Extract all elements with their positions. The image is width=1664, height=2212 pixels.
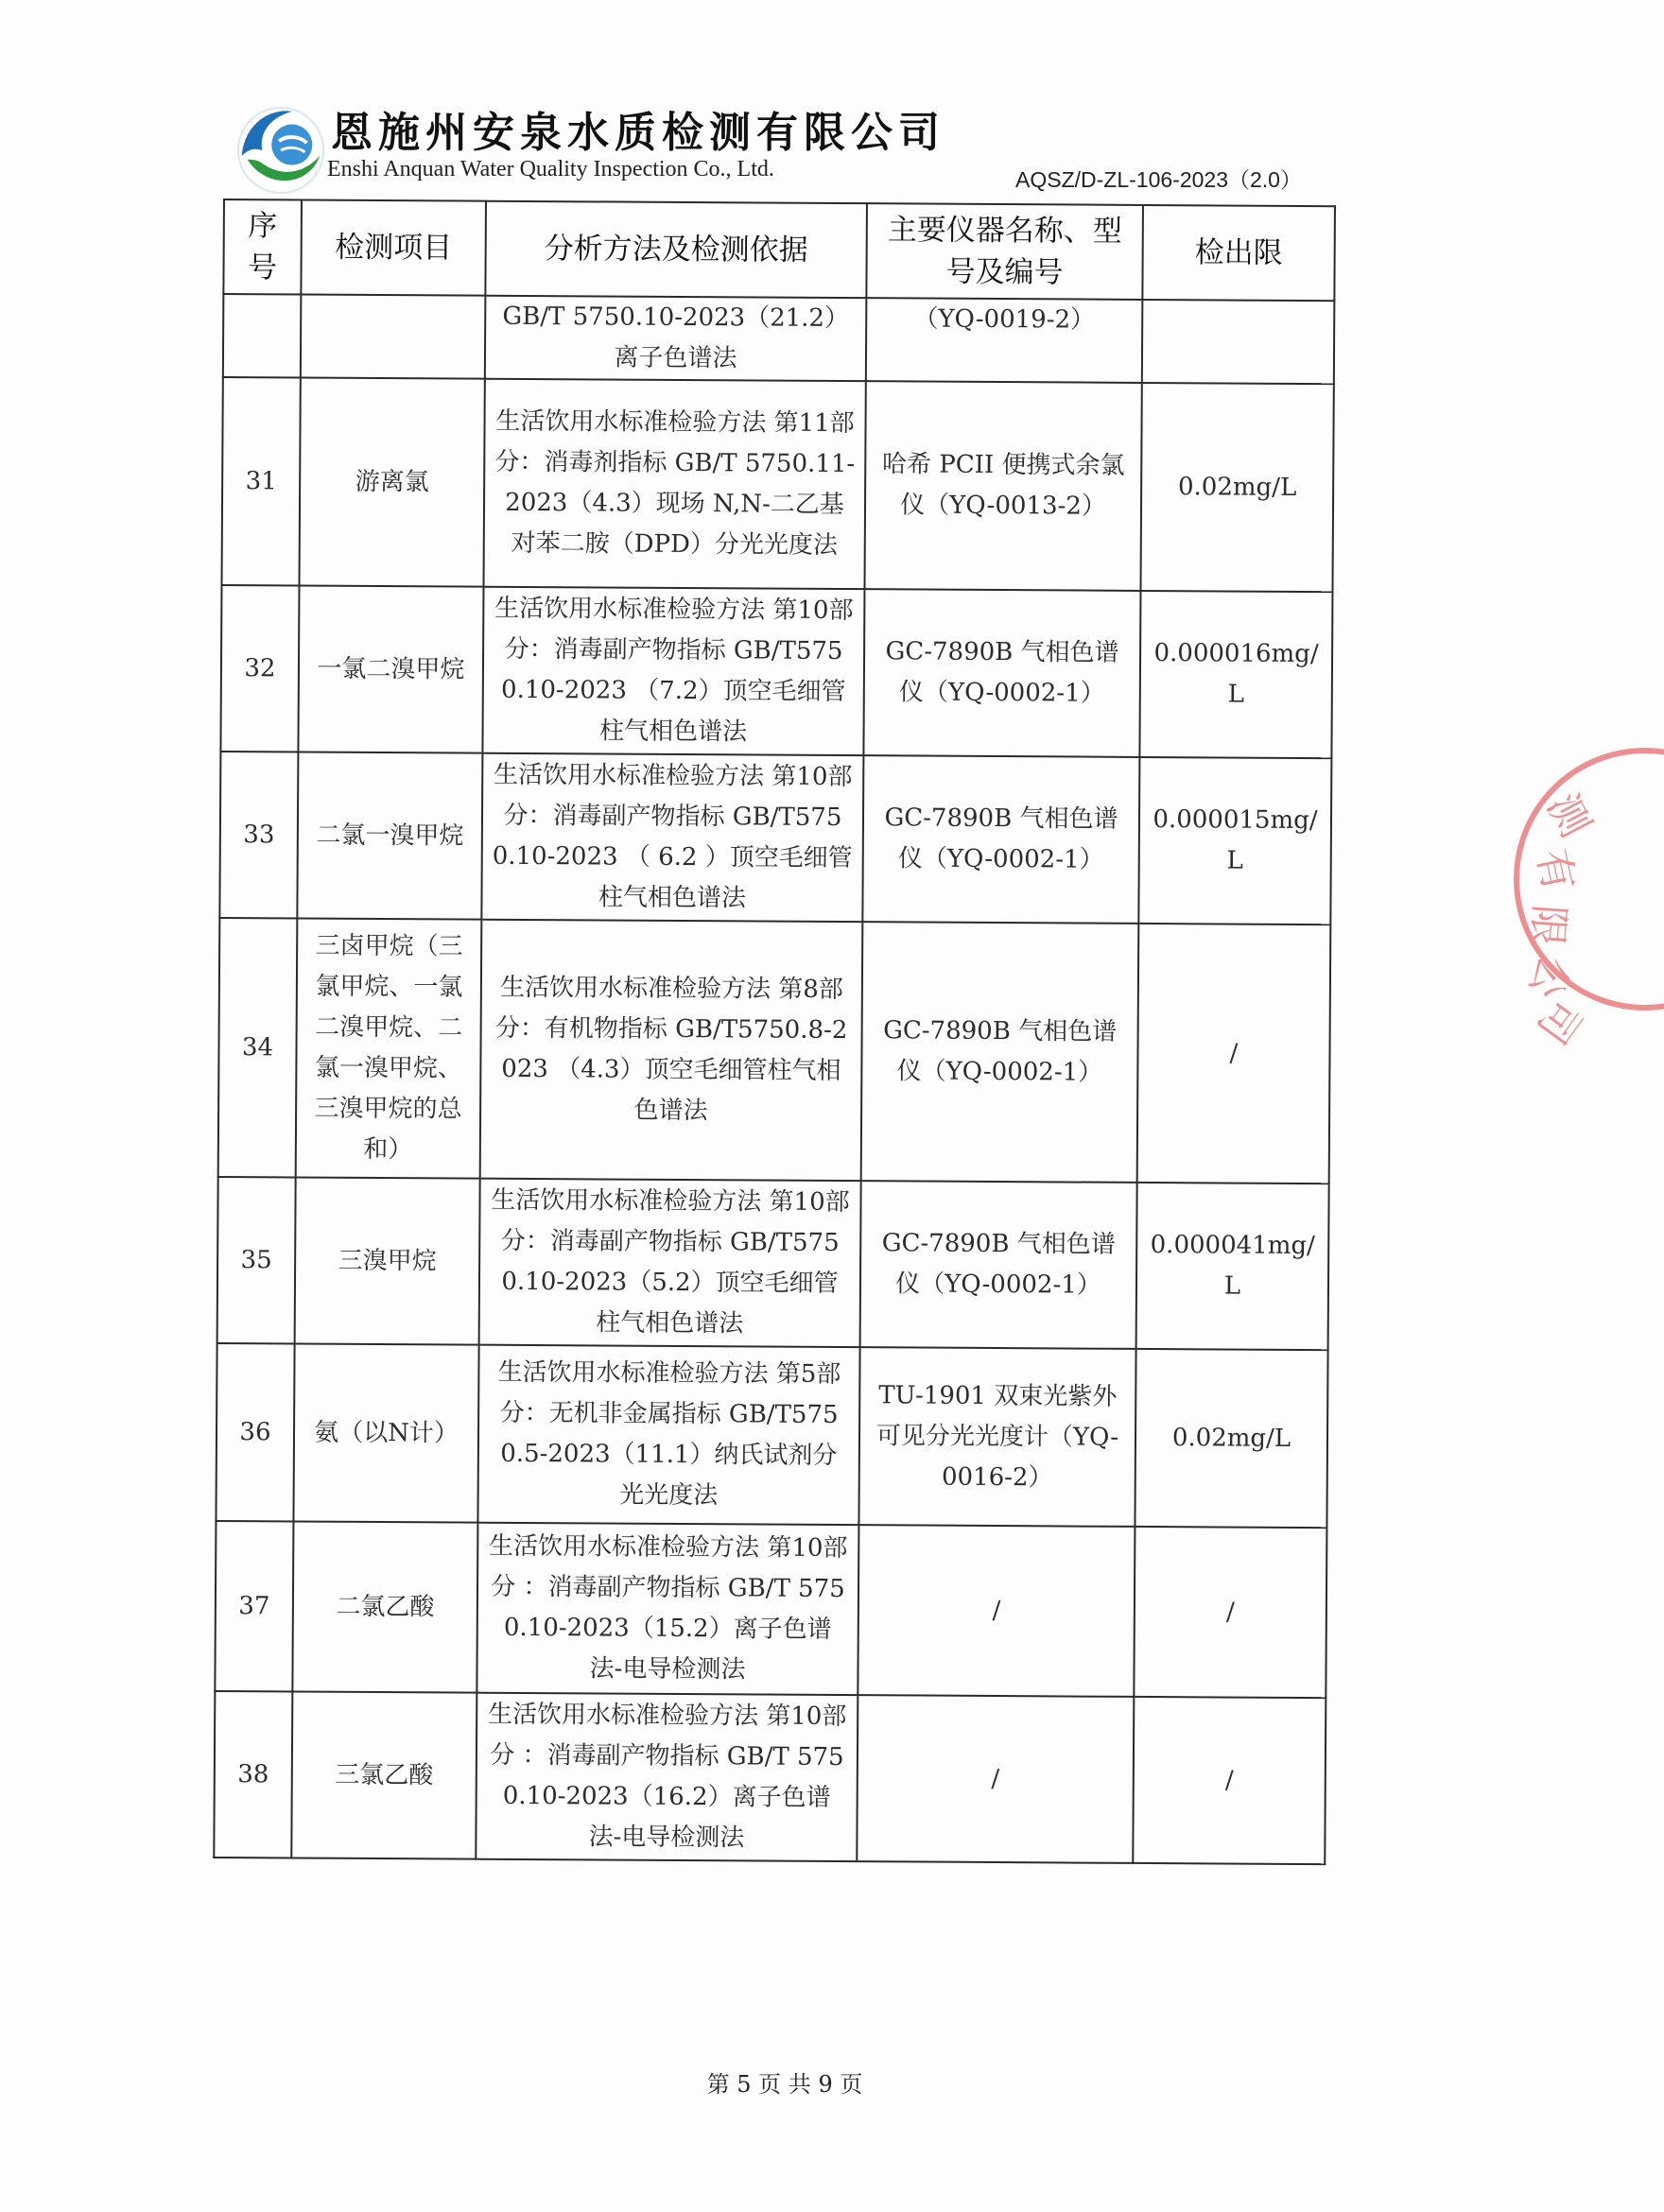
table-header-row — [223, 199, 1335, 301]
cell-method: GB/T 5750.10-2023（21.2）离子色谱法 — [485, 296, 867, 381]
cell-method: 生活饮用水标准检验方法 第5部分：无机非金属指标 GB/T5750.5-2023（11.1）纳氏试剂分光光度法 — [477, 1345, 859, 1525]
company-name-en: Enshi Anquan Water Quality Inspection Co., Ltd. — [327, 157, 774, 181]
cell-seq — [223, 294, 302, 377]
cell-seq: 38 — [214, 1691, 292, 1858]
svg-text:限: 限 — [1521, 903, 1573, 948]
header-item: 检测项目 — [301, 200, 486, 296]
cell-item: 二氯一溴甲烷 — [297, 752, 482, 919]
cell-instrument: GC-7890B 气相色谱仪（YQ-0002-1） — [863, 589, 1140, 757]
cell-item: 氨（以N计） — [293, 1343, 478, 1522]
svg-text:有: 有 — [1527, 844, 1584, 896]
header-seq: 序号 — [223, 199, 302, 294]
company-seal-stamp — [1456, 737, 1664, 1053]
cell-item: 三溴甲烷 — [295, 1177, 480, 1344]
cell-method: 生活饮用水标准检验方法 第11部分：消毒剂指标 GB/T 5750.11-2023（4.3）现场 N,N-二乙基对苯二胺（DPD）分光光度法 — [483, 379, 865, 589]
cell-limit: / — [1137, 924, 1331, 1184]
table-row — [217, 1177, 1329, 1350]
cell-seq: 35 — [217, 1177, 296, 1343]
table-row — [216, 1343, 1327, 1528]
cell-seq: 33 — [219, 752, 298, 918]
cell-item: 一氯二溴甲烷 — [298, 585, 483, 752]
cell-method: 生活饮用水标准检验方法 第8部分：有机物指标 GB/T5750.8-2023 （4.3）顶空毛细管柱气相色谱法 — [480, 920, 863, 1181]
cell-method: 生活饮用水标准检验方法 第10部分 ：消毒副产物指标 GB/T 5750.10-2023（16.2）离子色谱法-电导检测法 — [476, 1693, 858, 1861]
svg-text:公: 公 — [1518, 949, 1579, 1006]
cell-limit: 0.02mg/L — [1135, 1349, 1327, 1528]
table-row — [220, 585, 1332, 758]
cell-limit: 0.000016mg/L — [1139, 591, 1332, 758]
cell-limit: 0.02mg/L — [1140, 383, 1333, 592]
cell-limit: / — [1133, 1697, 1326, 1864]
company-logo-icon — [234, 104, 327, 197]
cell-item — [301, 295, 486, 379]
cell-instrument: 哈希 PCII 便携式余氯仪（YQ-0013-2） — [864, 381, 1141, 591]
table-row — [223, 294, 1335, 384]
svg-text:测: 测 — [1537, 786, 1600, 846]
table-row — [214, 1691, 1326, 1864]
cell-instrument: GC-7890B 气相色谱仪（YQ-0002-1） — [860, 1181, 1137, 1349]
table-row — [218, 918, 1331, 1184]
table-row — [219, 752, 1331, 925]
cell-seq: 31 — [222, 377, 301, 585]
cell-limit: 0.000015mg/L — [1138, 757, 1331, 925]
table-row — [222, 377, 1334, 592]
cell-item: 三氯乙酸 — [291, 1691, 477, 1858]
page-number: 第 5 页 共 9 页 — [706, 2071, 863, 2098]
header-method: 分析方法及检测依据 — [485, 201, 867, 298]
cell-instrument: GC-7890B 气相色谱仪（YQ-0002-1） — [862, 755, 1139, 924]
cell-item: 游离氯 — [300, 378, 485, 587]
header-instrument: 主要仪器名称、型号及编号 — [866, 203, 1143, 300]
cell-limit: / — [1134, 1527, 1326, 1698]
svg-text:司: 司 — [1527, 990, 1591, 1053]
header-limit: 检出限 — [1142, 205, 1335, 301]
cell-seq: 36 — [216, 1343, 294, 1521]
cell-item: 二氯乙酸 — [292, 1521, 477, 1692]
cell-method: 生活饮用水标准检验方法 第10部分：消毒副产物指标 GB/T5750.10-2023 （7.2）顶空毛细管柱气相色谱法 — [482, 587, 864, 755]
cell-seq: 37 — [215, 1521, 293, 1691]
inspection-methods-table — [213, 199, 1336, 1865]
cell-method: 生活饮用水标准检验方法 第10部分 ：消毒副产物指标 GB/T 5750.10-2023（15.2）离子色谱法-电导检测法 — [477, 1523, 858, 1695]
cell-instrument: GC-7890B 气相色谱仪（YQ-0002-1） — [861, 922, 1139, 1183]
cell-seq: 32 — [220, 585, 299, 752]
cell-item: 三卤甲烷（三氯甲烷、一氯二溴甲烷、二氯一溴甲烷、三溴甲烷的总和） — [296, 918, 482, 1178]
cell-seq: 34 — [218, 918, 298, 1177]
cell-instrument: TU-1901 双束光紫外可见分光光度计（YQ-0016-2） — [858, 1347, 1135, 1527]
cell-instrument: （YQ-0019-2） — [866, 298, 1143, 383]
company-name-cn: 恩施州安泉水质检测有限公司 — [331, 109, 945, 157]
document-code: AQSZ/D-ZL-106-2023（2.0） — [1015, 167, 1302, 192]
cell-limit — [1142, 300, 1335, 384]
cell-method: 生活饮用水标准检验方法 第10部分：消毒副产物指标 GB/T5750.10-2023 （ 6.2 ）顶空毛细管柱气相色谱法 — [481, 753, 863, 922]
cell-instrument: / — [857, 1695, 1134, 1863]
cell-instrument: / — [858, 1525, 1135, 1697]
cell-method: 生活饮用水标准检验方法 第10部分：消毒副产物指标 GB/T5750.10-2023（5.2）顶空毛细管柱气相色谱法 — [479, 1179, 861, 1347]
table-row — [215, 1521, 1326, 1698]
cell-limit: 0.000041mg/L — [1136, 1183, 1329, 1350]
